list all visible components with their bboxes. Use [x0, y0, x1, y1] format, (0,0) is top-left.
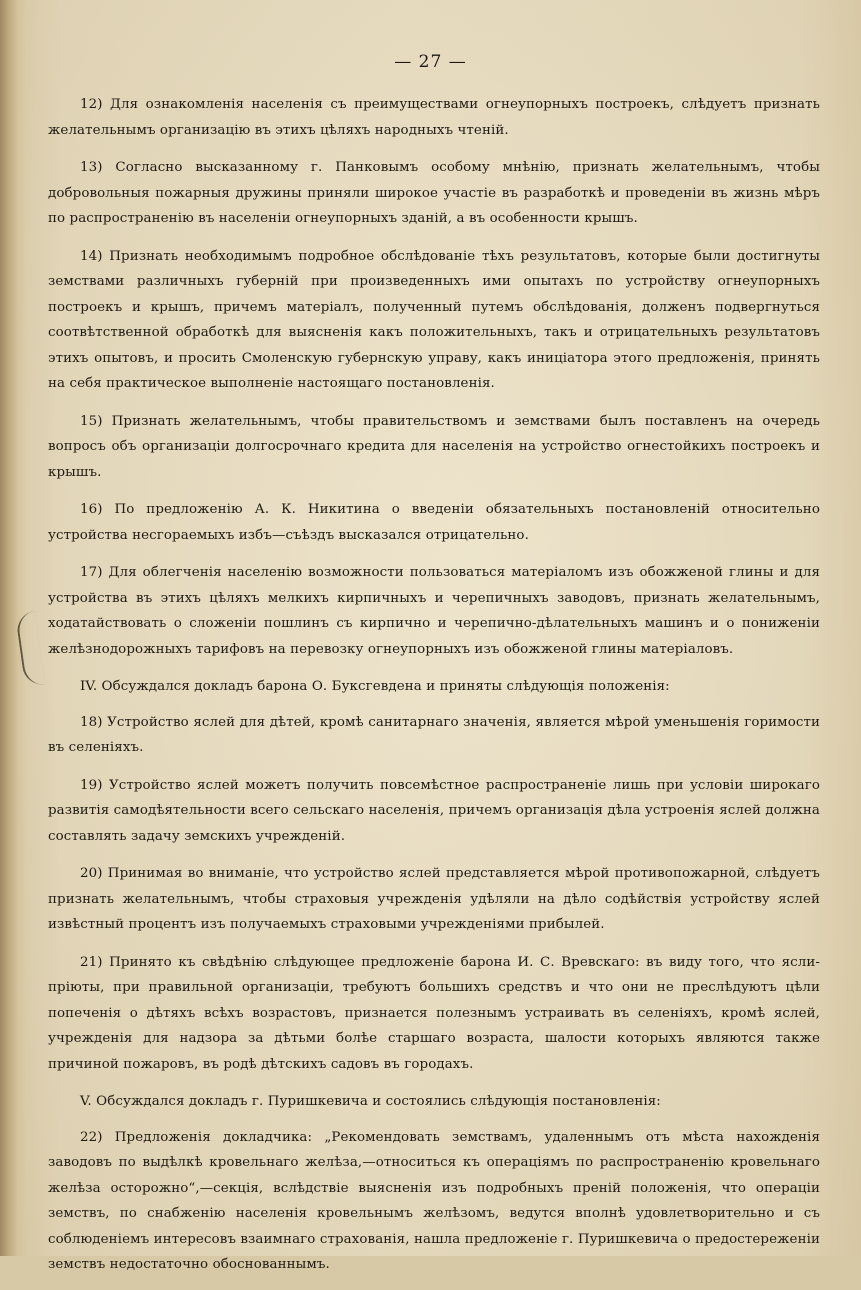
page-body	[48, 92, 820, 1290]
paragraph-19: 19) Устройство яслей можетъ получить повсемѣстное распространеніе лишь при условіи широкаго развитія самодѣятельности всего сельскаго населенія, причемъ организація дѣла устроенія яслей должна составлять задачу земскихъ учрежденій.	[48, 777, 820, 844]
paragraph-12: 12) Для ознакомленія населенія съ преимуществами огнеупорныхъ построекъ, слѣдуетъ признать желательнымъ организацію въ этихъ цѣляхъ народныхъ чтеній.	[48, 97, 820, 138]
paragraph-20: 20) Принимая во вниманіе, что устройство яслей представляется мѣрой противопожарной, слѣдуетъ признать желательнымъ, чтобы страховыя учрежденія удѣляли на дѣло содѣйствія устройству яслей извѣстный процентъ изъ получаемыхъ страховыми учрежденіями прибылей.	[48, 866, 820, 932]
paragraph-22: 22) Предложенія докладчика: „Рекомендовать земствамъ, удаленнымъ отъ мѣста нахожденія заводовъ по выдѣлкѣ кровельнаго желѣза,—относиться къ операціямъ по распространенію кровельнаго желѣза осторожно“,—секція, вслѣдствіе выясненія изъ подробныхъ преній положенія, что операціи земствъ, по снабженію населенія кровельнымъ желѣзомъ, ведутся вполнѣ удовлетворительно и съ соблюденіемъ интересовъ взаимнаго страхованія, нашла предложеніе г. Пуришкевича о предостереженіи земствъ недостаточно обоснованнымъ.	[48, 1129, 820, 1272]
paragraph-16: 16) По предложенію А. К. Никитина о введеніи обязательныхъ постановленій относительно устройства несгораемыхъ избъ—съѣздъ высказался отрицательно.	[48, 502, 820, 543]
paragraph-18: 18) Устройство яслей для дѣтей, кромѣ санитарнаго значенія, является мѣрой уменьшенія горимости въ селеніяхъ.	[48, 714, 820, 755]
section-iv-heading: IV. Обсуждался докладъ барона О. Буксгевдена и приняты слѣдующія положенія:	[80, 679, 670, 694]
section-v-heading: V. Обсуждался докладъ г. Пуришкевича и состоялись слѣдующія постановленія:	[80, 1094, 661, 1109]
page-number: — 27 —	[394, 52, 467, 72]
paragraph-17: 17) Для облегченія населенію возможности пользоваться матеріаломъ изъ обожженой глины и для устройства въ этихъ цѣляхъ мелкихъ кирпичныхъ и черепичныхъ заводовъ, признать желательнымъ, ходатайствовать о сложеніи пошлинъ съ кирпично и черепично-дѣлательныхъ машинъ и о пониженіи желѣзнодорожныхъ тарифовъ на перевозку огнеупорныхъ изъ обожженой глины матеріаловъ.	[48, 565, 820, 657]
paragraph-13: 13) Согласно высказанному г. Панковымъ особому мнѣнію, признать желательнымъ, чтобы добровольныя пожарныя дружины приняли широкое участіе въ разработкѣ и проведеніи въ жизнь мѣръ по распространенію въ населеніи огнеупорныхъ зданій, а въ особенности крышъ.	[48, 160, 820, 226]
paragraph-14: 14) Признать необходимымъ подробное обслѣдованіе тѣхъ результатовъ, которые были достигнуты земствами различныхъ губерній при произведенныхъ ими опытахъ по устройству огнеупорныхъ построекъ и крышъ, причемъ матеріалъ, полученный путемъ обслѣдованія, долженъ подвергнуться соотвѣтственной обработкѣ для выясненія какъ положительныхъ, такъ и отрицательныхъ результатовъ этихъ опытовъ, и просить Смоленскую губернскую управу, какъ иниціатора этого предложенія, принять на себя практическое выполненіе настоящаго постановленія.	[48, 248, 820, 391]
paragraph-21: 21) Принято къ свѣдѣнію слѣдующее предложеніе барона И. С. Вревскаго: въ виду того, что ясли-пріюты, при правильной организаціи, требуютъ большихъ средствъ и что они не преслѣдуютъ цѣли попеченія о дѣтяхъ всѣхъ возрастовъ, признается полезнымъ устраивать въ селеніяхъ, кромѣ яслей, учрежденія для надзора за дѣтьми болѣе старшаго возраста, шалости которыхъ являются также причиной пожаровъ, въ родѣ дѣтскихъ садовъ въ городахъ.	[48, 954, 820, 1072]
paragraph-15: 15) Признать желательнымъ, чтобы правительствомъ и земствами былъ поставленъ на очередь вопросъ объ организаціи долгосрочнаго кредита для населенія на устройство огнестойкихъ построекъ и крышъ.	[48, 413, 820, 480]
